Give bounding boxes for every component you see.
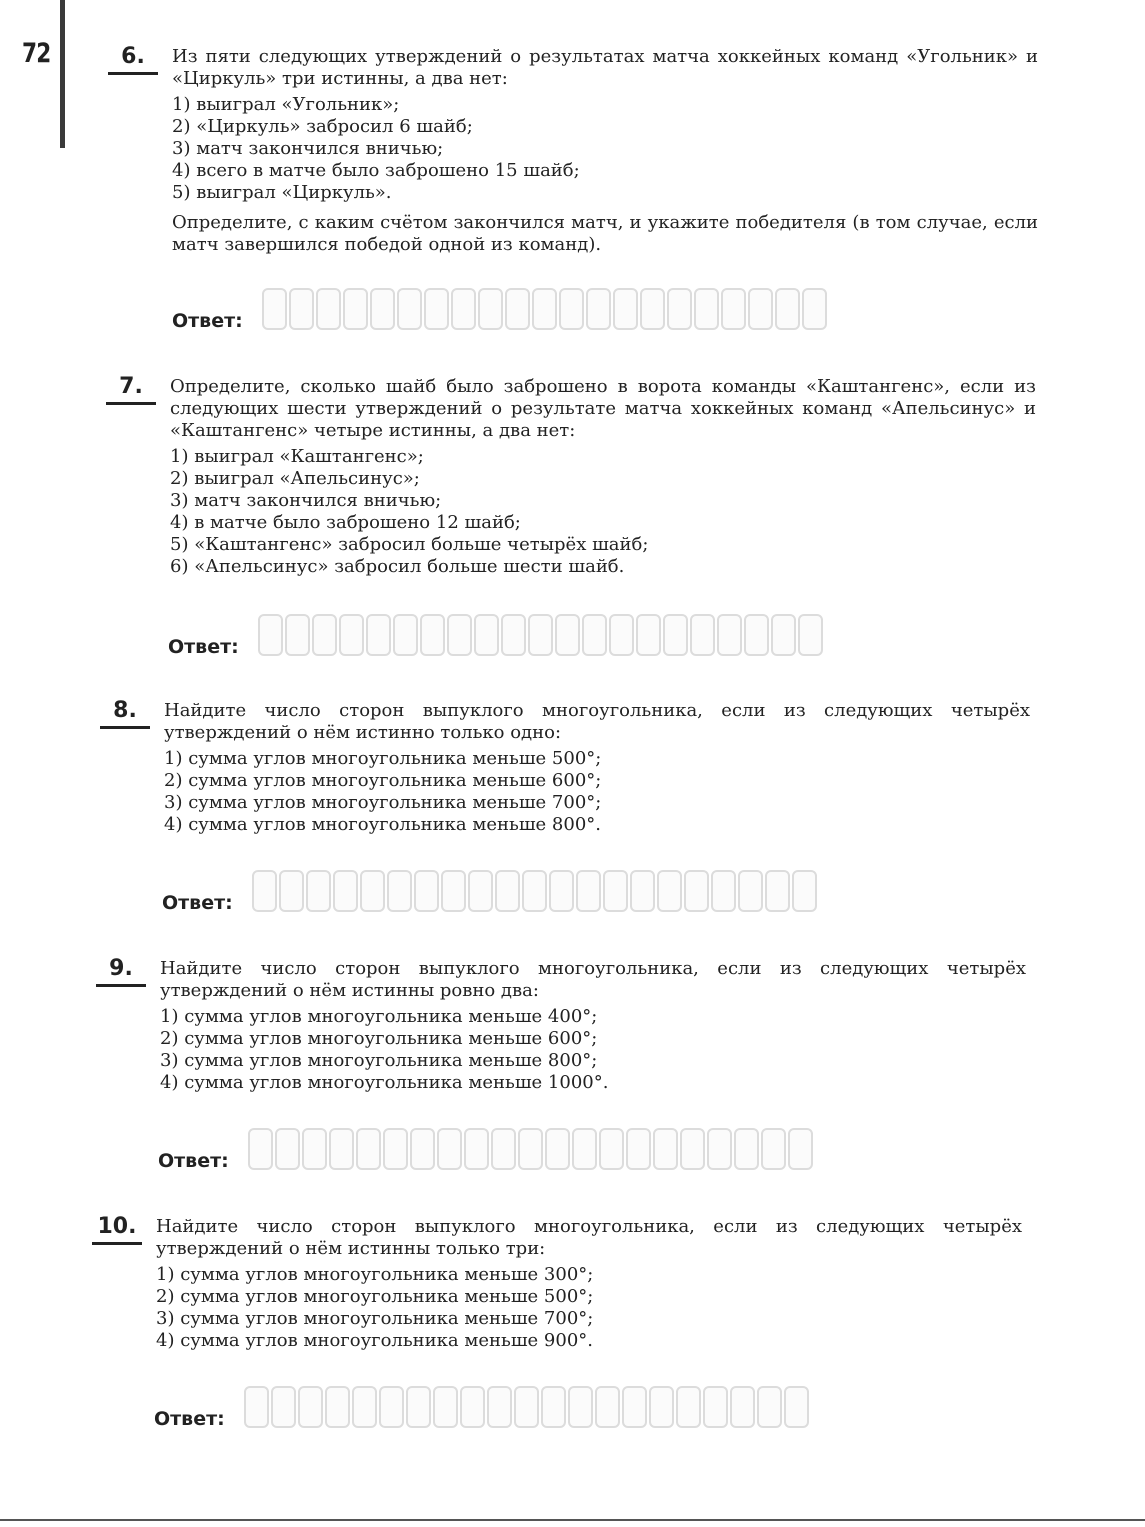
statement: 1) сумма углов многоугольника меньше 500°; bbox=[164, 748, 602, 769]
statement: 2) сумма углов многоугольника меньше 600°; bbox=[164, 770, 602, 791]
statement-list bbox=[164, 748, 1030, 836]
statement: 3) матч закончился вничью; bbox=[170, 490, 442, 511]
answer-input-boxes[interactable] bbox=[262, 288, 827, 330]
page-spine-bar bbox=[60, 0, 65, 148]
task-8 bbox=[100, 700, 1030, 836]
task-intro: Найдите число сторон выпуклого многоугольника, если из следующих четырёх утверждений о нём истинно только одно: bbox=[164, 700, 1030, 743]
answer-label: Ответ: bbox=[162, 892, 233, 914]
statement-list bbox=[160, 1006, 1026, 1094]
task-intro: Найдите число сторон выпуклого многоугольника, если из следующих четырёх утверждений о нём истинны только три: bbox=[156, 1216, 1022, 1259]
answer-input-boxes[interactable] bbox=[258, 614, 823, 656]
statement-list bbox=[156, 1264, 1022, 1352]
answer-input-boxes[interactable] bbox=[244, 1386, 809, 1428]
statement: 3) сумма углов многоугольника меньше 700°; bbox=[156, 1308, 594, 1329]
task-6 bbox=[108, 46, 1038, 256]
statement: 3) сумма углов многоугольника меньше 700°; bbox=[164, 792, 602, 813]
task-10 bbox=[92, 1216, 1022, 1352]
task-7 bbox=[106, 376, 1036, 578]
statement: 1) сумма углов многоугольника меньше 400°; bbox=[160, 1006, 598, 1027]
answer-label: Ответ: bbox=[168, 636, 239, 658]
statement: 4) сумма углов многоугольника меньше 800°. bbox=[164, 814, 602, 835]
statement: 2) выиграл «Апельсинус»; bbox=[170, 468, 420, 489]
statement-list bbox=[170, 446, 1036, 578]
task-number: 8. bbox=[100, 700, 150, 729]
statement: 4) всего в матче было заброшено 15 шайб; bbox=[172, 160, 580, 181]
answer-input-boxes[interactable] bbox=[248, 1128, 813, 1170]
task-number: 9. bbox=[96, 958, 146, 987]
answer-label: Ответ: bbox=[172, 310, 243, 332]
task-intro: Определите, сколько шайб было заброшено в ворота команды «Каштангенс», если из следующих шести утверждений о результате матча хоккейных команд «Апельсинус» и «Каштангенс» четыре истинны, а два нет: bbox=[170, 376, 1036, 441]
task-number: 6. bbox=[108, 46, 158, 75]
statement: 3) сумма углов многоугольника меньше 800°; bbox=[160, 1050, 598, 1071]
statement: 4) в матче было заброшено 12 шайб; bbox=[170, 512, 521, 533]
answer-label: Ответ: bbox=[154, 1408, 225, 1430]
statement: 6) «Апельсинус» забросил больше шести шайб. bbox=[170, 556, 625, 577]
task-intro: Из пяти следующих утверждений о результатах матча хоккейных команд «Угольник» и «Циркуль» три истинны, а два нет: bbox=[172, 46, 1038, 89]
task-number: 10. bbox=[92, 1216, 142, 1245]
statement: 2) сумма углов многоугольника меньше 600°; bbox=[160, 1028, 598, 1049]
task-number: 7. bbox=[106, 376, 156, 405]
statement: 3) матч закончился вничью; bbox=[172, 138, 444, 159]
statement: 1) выиграл «Каштангенс»; bbox=[170, 446, 424, 467]
statement: 2) «Циркуль» забросил 6 шайб; bbox=[172, 116, 473, 137]
page-number: 72 bbox=[22, 38, 51, 69]
task-intro: Найдите число сторон выпуклого многоугольника, если из следующих четырёх утверждений о нём истинны ровно два: bbox=[160, 958, 1026, 1001]
statement: 2) сумма углов многоугольника меньше 500°; bbox=[156, 1286, 594, 1307]
statement: 1) сумма углов многоугольника меньше 300°; bbox=[156, 1264, 594, 1285]
answer-label: Ответ: bbox=[158, 1150, 229, 1172]
task-9 bbox=[96, 958, 1026, 1094]
task-question: Определите, с каким счётом закончился матч, и укажите победителя (в том случае, если матч завершился победой одной из команд). bbox=[172, 212, 1038, 255]
statement: 1) выиграл «Угольник»; bbox=[172, 94, 400, 115]
statement-list bbox=[172, 94, 1038, 204]
statement: 4) сумма углов многоугольника меньше 900°. bbox=[156, 1330, 594, 1351]
statement: 5) «Каштангенс» забросил больше четырёх шайб; bbox=[170, 534, 649, 555]
statement: 4) сумма углов многоугольника меньше 1000°. bbox=[160, 1072, 609, 1093]
answer-input-boxes[interactable] bbox=[252, 870, 817, 912]
bottom-rule bbox=[0, 1519, 1145, 1521]
statement: 5) выиграл «Циркуль». bbox=[172, 182, 392, 203]
